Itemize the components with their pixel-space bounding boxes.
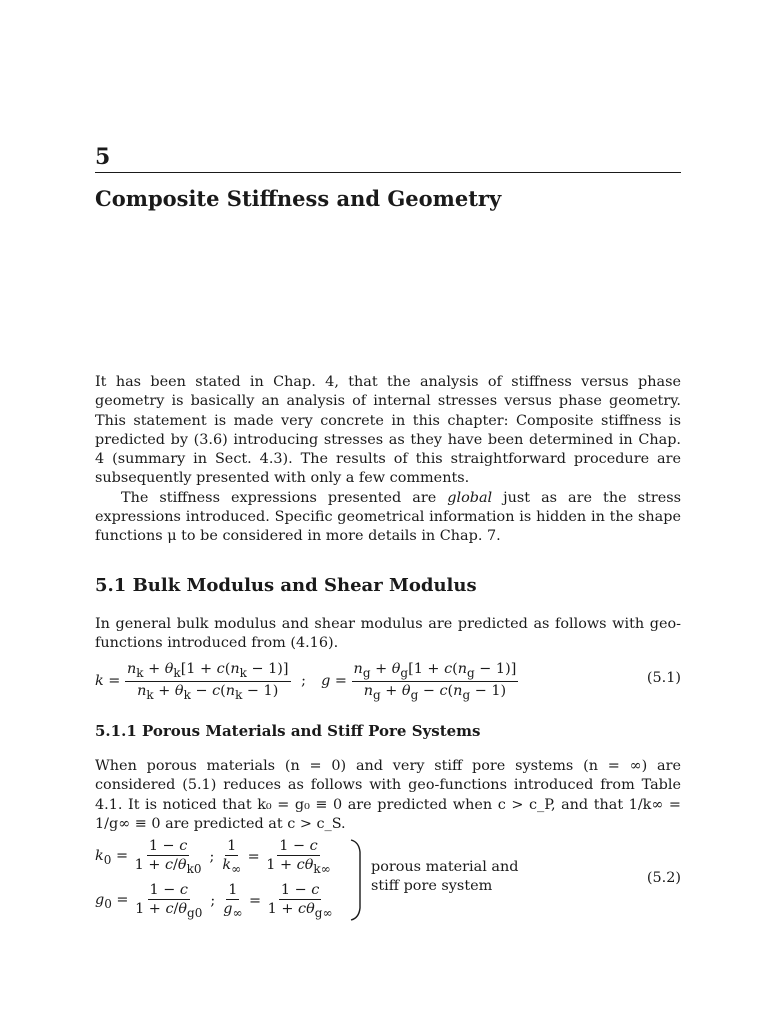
equation-5-1 (95, 658, 681, 704)
equation-5-2-label-line-2: stiff pore system (371, 878, 493, 894)
chapter-number: 5 (95, 144, 111, 170)
section-title: 5.1 Bulk Modulus and Shear Modulus (95, 575, 477, 596)
intro-paragraph-2 (95, 489, 681, 547)
intro-p2-before: The stiffness expressions presented are (121, 489, 448, 506)
intro-p2-emphasis: global (447, 489, 493, 506)
subsection-text: When porous materials (n = 0) and very stiff pore systems (n = ∞) are considered (5.1) reduces as follows with geo-functions introduced from Table 4.1. It is noticed that k₀ = g₀ ≡ 0 are predicted when c > c_P, and that 1/k∞ = 1/g∞ ≡ 0 are predicted at c > c_S. (95, 758, 681, 832)
equation-5-1-body: k = $\frac{n_k + \theta_k[1 + c(n_k - 1)]}{n_k + \theta_k - c(n_k - 1)}$ ; g = $\frac{n_g + \theta_g[1 + c(n_g - 1)]}{n_g + \theta_g - c(n_g - 1)}$ (95, 660, 517, 702)
equation-5-2-number: (5.2) (646, 870, 681, 886)
intro-p2-after: just as are the stress expressions introduced. Specific geometrical information is hidden in the shape functions μ to be considered in more details in Chap. 7. (95, 489, 681, 545)
equation-5-2 (95, 836, 681, 924)
intro (95, 373, 681, 547)
section-text: In general bulk modulus and shear modulus are predicted as follows with geo-functions introduced from (4.16). (95, 616, 681, 652)
equation-5-2-label-line-1: porous material and (371, 859, 519, 875)
equation-5-2-row-2: $g_0$ = $\frac{1 - c}{1 + c/\theta_{g0}}$ ; $\frac{1}{g_\infty}$ = $\frac{1 - c}{1 + c\theta_{g\infty}}$ (95, 882, 333, 920)
equation-5-1-number: (5.1) (646, 670, 681, 686)
equation-5-2-row-1: $k_0$ = $\frac{1 - c}{1 + c/\theta_{k0}}$ ; $\frac{1}{k_\infty}$ = $\frac{1 - c}{1 + c\theta_{k\infty}}$ (95, 838, 331, 876)
subsection-title: 5.1.1 Porous Materials and Stiff Pore Systems (95, 722, 481, 740)
chapter-title: Composite Stiffness and Geometry (95, 186, 502, 211)
equation-5-2-label (371, 858, 518, 896)
chapter-rule (95, 172, 681, 173)
right-brace (349, 838, 365, 922)
intro-paragraph-1: It has been stated in Chap. 4, that the analysis of stiffness versus phase geometry is basically an analysis of internal stresses versus phase geometry. This statement is made very concrete in this chapter: Composite stiffness is predicted by (3.6) introducing stresses as they have been determined in Chap. 4 (summary in Sect. 4.3). The results of this straightforward procedure are subsequently presented with only a few comments. (95, 374, 681, 487)
